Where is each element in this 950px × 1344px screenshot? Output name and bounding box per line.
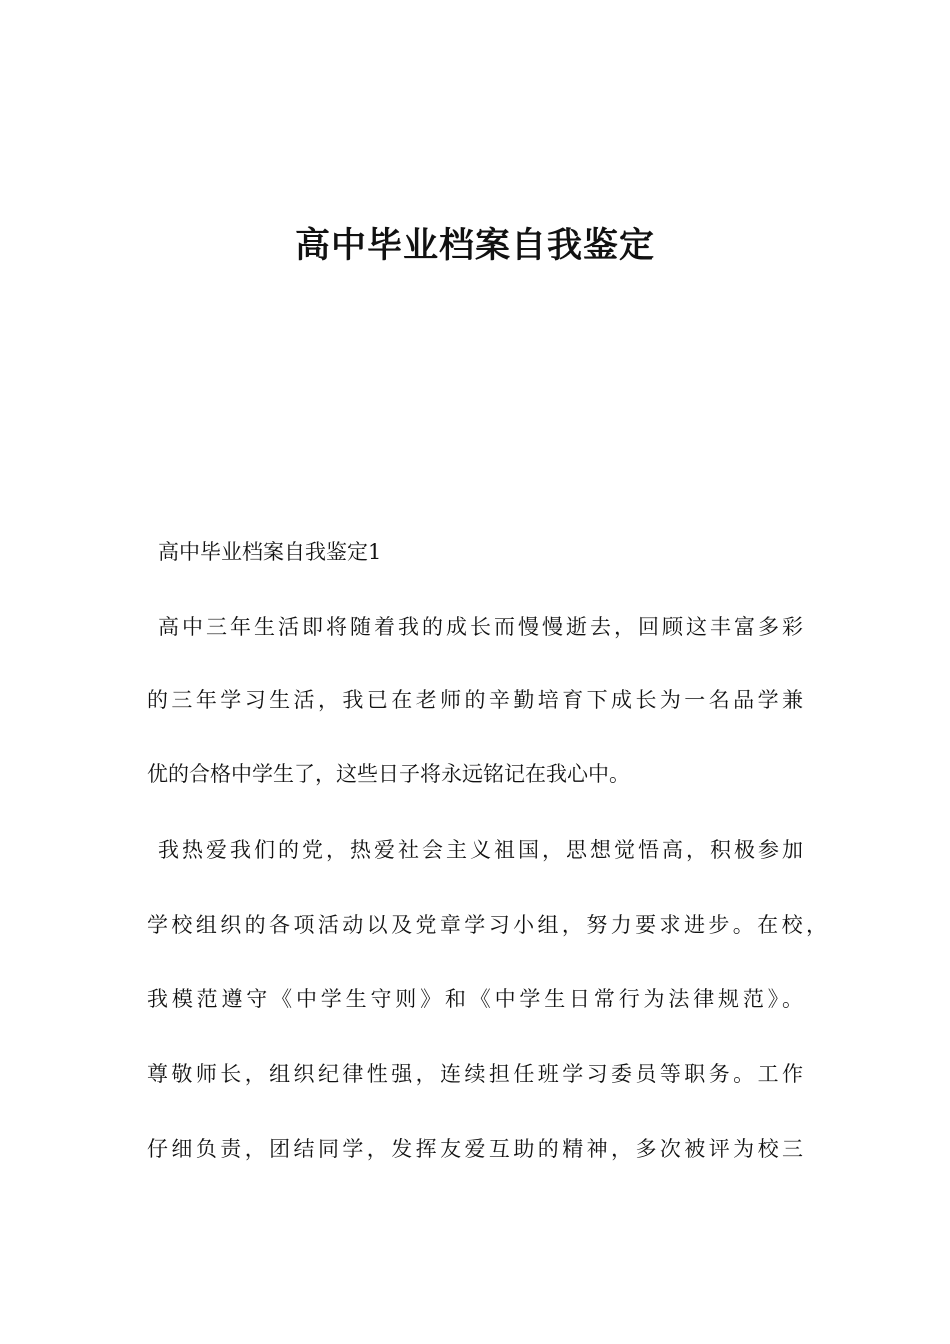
paragraph-line: 尊敬师长，组织纪律性强，连续担任班学习委员等职务。工作 (147, 1062, 803, 1086)
paragraph-line: 高中三年生活即将随着我的成长而慢慢逝去，回顾这丰富多彩 (158, 615, 803, 639)
paragraph-line: 我模范遵守《中学生守则》和《中学生日常行为法律规范》。 (147, 987, 803, 1011)
document-title: 高中毕业档案自我鉴定 (294, 226, 655, 266)
paragraph-line: 的三年学习生活，我已在老师的辛勤培育下成长为一名品学兼 (147, 688, 803, 712)
paragraph-line: 仔细负责，团结同学，发挥友爱互助的精神，多次被评为校三 (147, 1137, 803, 1161)
paragraph-line: 我热爱我们的党，热爱社会主义祖国，思想觉悟高，积极参加 (158, 838, 803, 862)
section-heading: 高中毕业档案自我鉴定1 (158, 540, 382, 564)
paragraph-line: 优的合格中学生了，这些日子将永远铭记在我心中。 (147, 762, 630, 786)
paragraph-line: 学校组织的各项活动以及党章学习小组，努力要求进步。在校， (147, 913, 827, 937)
